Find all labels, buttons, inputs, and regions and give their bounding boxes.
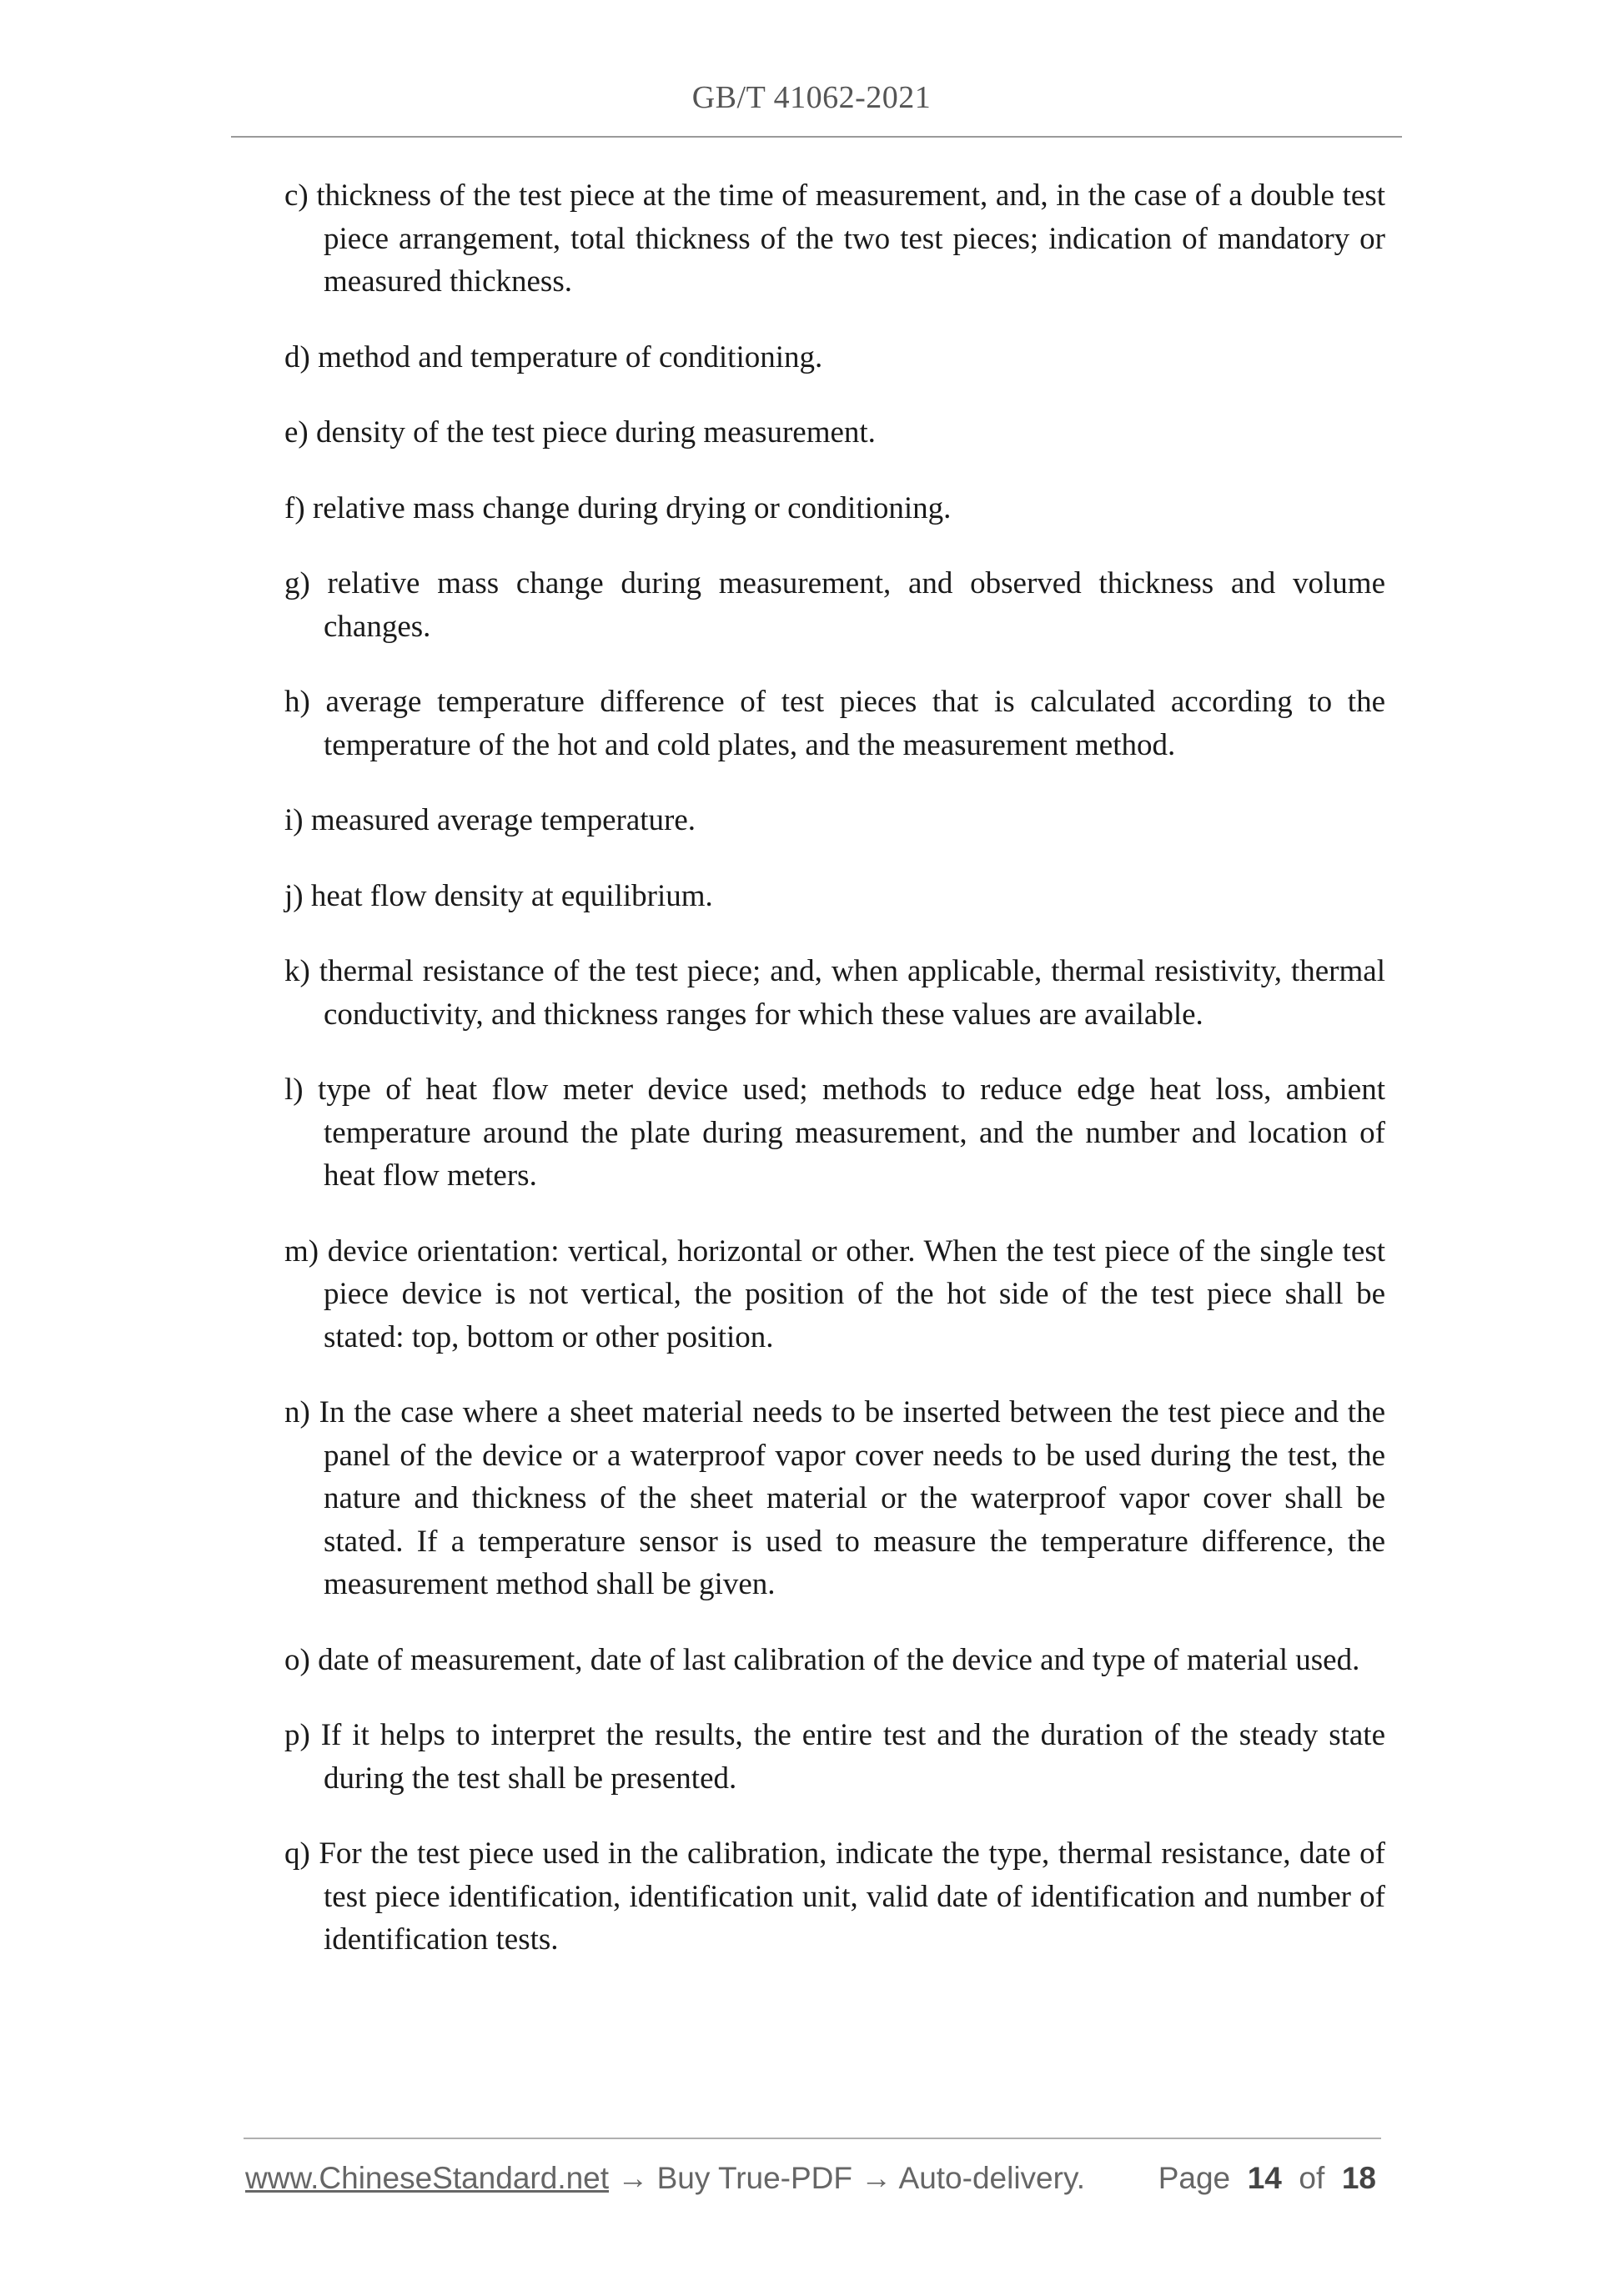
document-header: GB/T 41062-2021	[691, 80, 932, 115]
list-item-h: h) average temperature difference of test pieces that is calculated according to the temperature of the hot and cold plates, and the measurement method.	[284, 685, 1385, 762]
list-item-q: q) For the test piece used in the calibration, indicate the type, thermal resistance, date of test piece identification, identification unit, valid date of identification and number of identification tests.	[284, 1836, 1385, 1957]
page-indicator	[1158, 2161, 1376, 2196]
footer-divider	[244, 2138, 1381, 2139]
list-item-i: i) measured average temperature.	[284, 803, 696, 837]
list-item-n: n) In the case where a sheet material needs to be inserted between the test piece and the panel of the device or a waterproof vapor cover needs to be used during the test, the nature and thickness of the sheet material or the waterproof vapor cover shall be stated. If a temperature sensor is used to measure the temperature difference, the measurement method shall be given.	[284, 1395, 1385, 1601]
list-item-c: c) thickness of the test piece at the time of measurement, and, in the case of a double test piece arrangement, total thickness of the two test pieces; indication of mandatory or measured thickness.	[284, 178, 1385, 299]
total-pages-number: 18	[1341, 2161, 1376, 2195]
list-item-k: k) thermal resistance of the test piece; and, when applicable, thermal resistivity, thermal conductivity, and thickness ranges for which these values are available.	[284, 954, 1385, 1032]
current-page-number: 14	[1247, 2161, 1282, 2195]
list-item-m: m) device orientation: vertical, horizontal or other. When the test piece of the single test piece device is not vertical, the position of the hot side of the test piece shall be stated: top, bottom or other position.	[284, 1233, 1385, 1354]
header-divider	[231, 136, 1402, 138]
list-item-l: l) type of heat flow meter device used; methods to reduce edge heat loss, ambient temperature around the plate during measurement, and the number and location of heat flow meters.	[284, 1073, 1385, 1193]
footer-tagline: → Buy True-PDF → Auto-delivery.	[609, 2161, 1085, 2195]
list-item-o: o) date of measurement, date of last calibration of the device and type of material used.	[284, 1642, 1360, 1677]
list-item-g: g) relative mass change during measurement, and observed thickness and volume changes.	[284, 566, 1385, 644]
page-footer	[245, 2161, 1376, 2203]
list-item-d: d) method and temperature of conditioning.	[284, 339, 823, 374]
page-label: Page	[1158, 2161, 1231, 2195]
list-item-j: j) heat flow density at equilibrium.	[284, 878, 713, 913]
document-body	[284, 174, 1385, 1994]
list-item-f: f) relative mass change during drying or conditioning.	[284, 490, 952, 525]
website-link[interactable]: www.ChineseStandard.net	[245, 2161, 610, 2195]
page-of-label: of	[1299, 2161, 1325, 2195]
list-item-e: e) density of the test piece during measurement.	[284, 415, 876, 450]
footer-promo	[245, 2161, 1085, 2196]
list-item-p: p) If it helps to interpret the results, the entire test and the duration of the steady state during the test shall be presented.	[284, 1718, 1385, 1796]
